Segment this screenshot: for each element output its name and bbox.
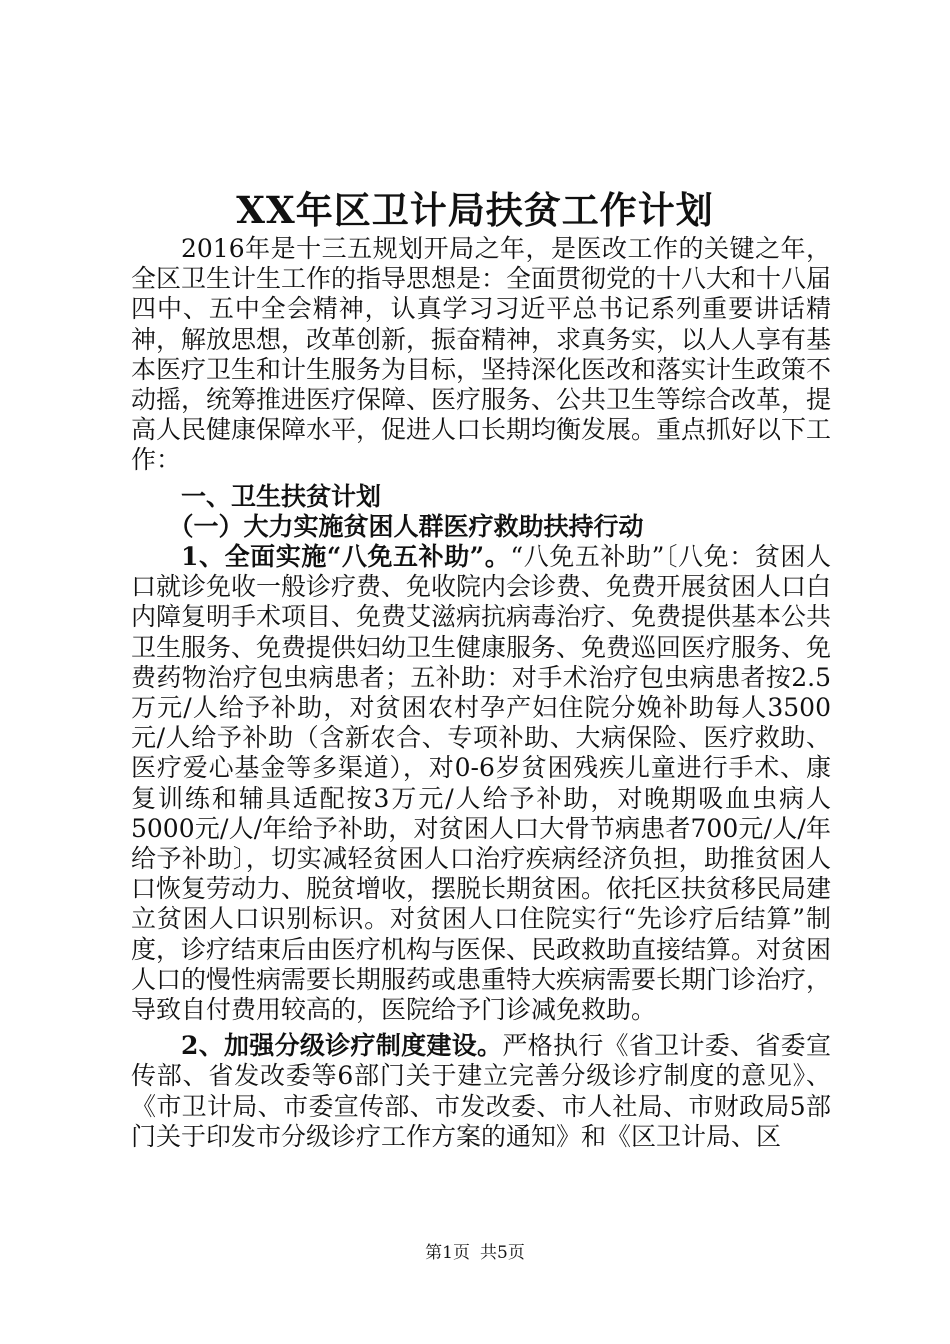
subsection-heading: （一）大力实施贫困人群医疗救助扶持行动 xyxy=(168,511,644,541)
intro-paragraph: 2016年是十三五规划开局之年，是医改工作的关键之年，全区卫生计生工作的指导思想是：全面贯彻党的十八大和十八届四中、五中全会精神，认真学习习近平总书记系列重要讲话精神，解放思想，改革创新，振奋精神，求真务实，以人人享有基本医疗卫生和计生服务为目标，坚持深化医改和落实计生政策不动摇，统筹推进医疗保障、医疗服务、公共卫生等综合改革，提高人民健康保障水平，促进人口长期均衡发展。重点抓好以下工作： xyxy=(131,234,832,475)
item-1-lead: 1、全面实施“八免五补助”。 xyxy=(181,542,511,572)
page-footer xyxy=(0,1242,950,1264)
page-total: 共5页 xyxy=(480,1243,525,1263)
item-2-paragraph xyxy=(131,1031,831,1152)
item-1-body: “八免五补助”〔八免：贫困人口就诊免收一般诊疗费、免收院内会诊费、免费开展贫困人口白内障复明手术项目、免费艾滋病抗病毒治疗、免费提供基本公共卫生服务、免费提供妇幼卫生健康服务、免费巡回医疗服务、免费药物治疗包虫病患者；五补助：对手术治疗包虫病患者按2.5万元/人给予补助，对贫困农村孕产妇住院分娩补助每人3500元/人给予补助（含新农合、专项补助、大病保险、医疗救助、医疗爱心基金等多渠道），对0-6岁贫困残疾儿童进行手术、康复训练和辅具适配按3万元/人给予补助，对晚期吸血虫病人5000元/人/年给予补助，对贫困人口大骨节病患者700元/人/年给予补助〕，切实减轻贫困人口治疗疾病经济负担，助推贫困人口恢复劳动力、脱贫增收，摆脱长期贫困。依托区扶贫移民局建立贫困人口识别标识。对贫困人口住院实行“先诊疗后结算”制度，诊疗结束后由医疗机构与医保、民政救助直接结算。对贫困人口的慢性病需要长期服药或患重特大疾病需要长期门诊治疗，导致自付费用较高的，医院给予门诊减免救助。 xyxy=(131,542,832,1025)
section-heading: 一、卫生扶贫计划 xyxy=(181,481,382,511)
document-title: XX年区卫计局扶贫工作计划 xyxy=(236,188,714,232)
item-1-paragraph xyxy=(131,542,831,1025)
document-body xyxy=(131,234,831,1152)
item-2-body: 严格执行《省卫计委、省委宣传部、省发改委等6部门关于建立完善分级诊疗制度的意见》、《市卫计局、市委宣传部、市发改委、市人社局、市财政局5部门关于印发市分级诊疗工作方案的通知》和《区卫计局、区 xyxy=(131,1031,831,1151)
item-2-lead: 2、加强分级诊疗制度建设。 xyxy=(181,1031,503,1061)
page-number: 第1页 xyxy=(425,1243,470,1263)
